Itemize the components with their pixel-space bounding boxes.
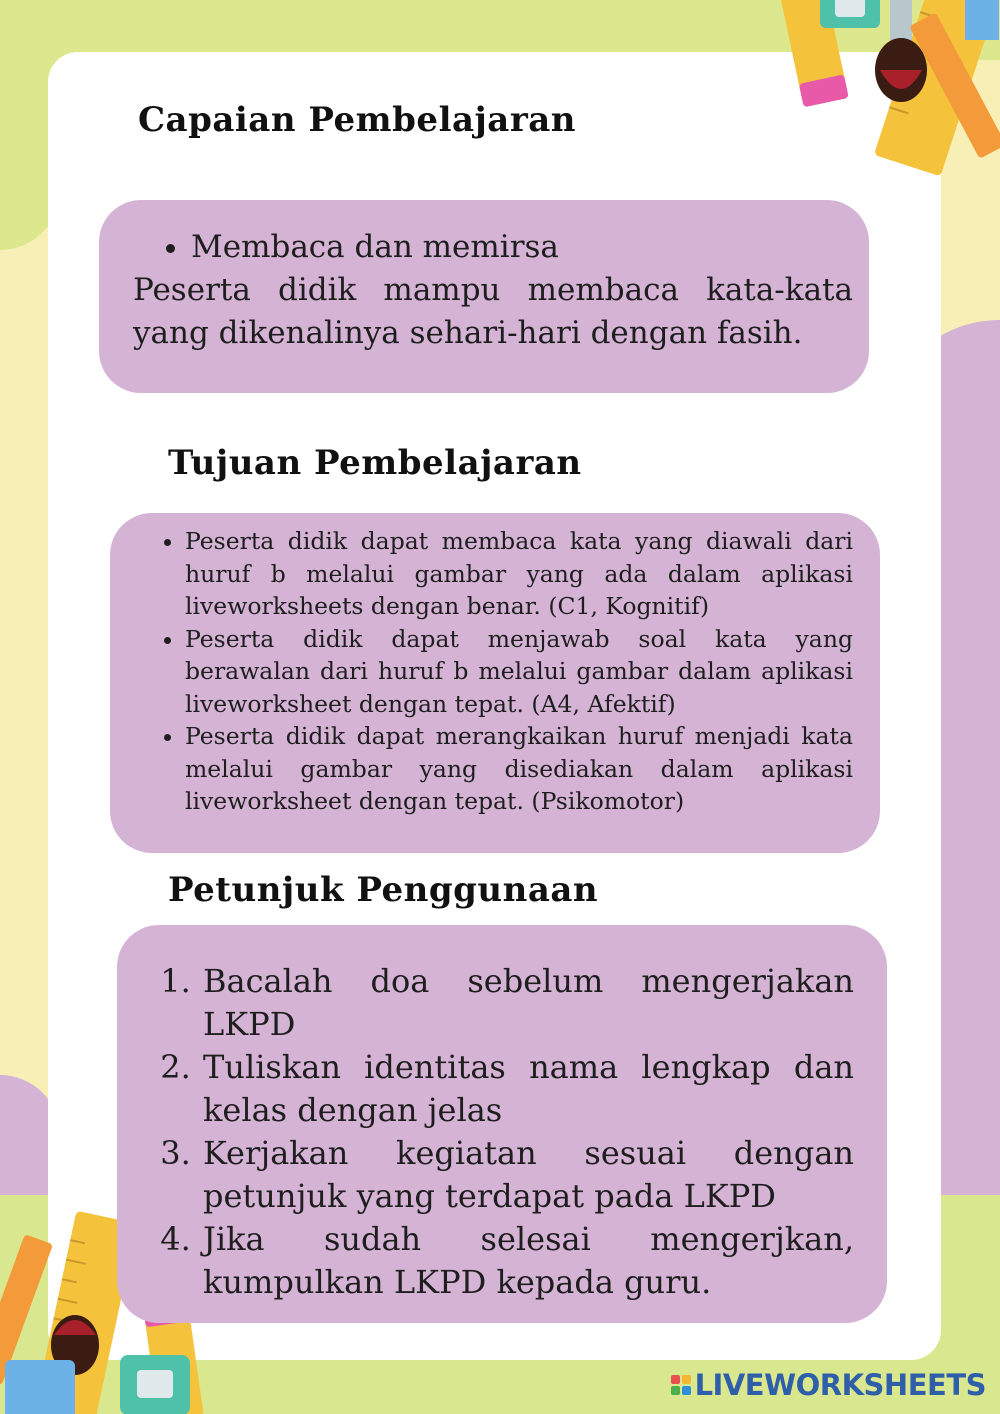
petunjuk-item: 2. Tuliskan identitas nama lengkap dan kelas dengan jelas	[201, 1046, 854, 1132]
capaian-bullet-list	[133, 226, 853, 269]
petunjuk-item: 3. Kerjakan kegiatan sesuai dengan petunjuk yang terdapat pada LKPD	[201, 1132, 854, 1218]
liveworksheets-logo-icon	[671, 1375, 691, 1395]
capaian-title: Capaian Pembelajaran	[138, 100, 577, 140]
capaian-bullet: • Membaca dan memirsa	[191, 226, 853, 269]
petunjuk-title: Petunjuk Penggunaan	[168, 870, 599, 910]
tujuan-item: • Peserta didik dapat membaca kata yang diawali dari huruf b melalui gambar yang ada dalam aplikasi liveworksheets dengan benar. (C1, Kognitif)	[185, 525, 853, 623]
petunjuk-panel	[117, 925, 887, 1323]
tujuan-panel	[110, 513, 880, 853]
petunjuk-item: 4. Jika sudah selesai mengerjkan, kumpulkan LKPD kepada guru.	[201, 1218, 854, 1304]
liveworksheets-brand	[671, 1368, 986, 1402]
stationery-top-right-icon	[780, 0, 1000, 200]
capaian-panel	[99, 200, 869, 393]
tujuan-item: • Peserta didik dapat menjawab soal kata yang berawalan dari huruf b melalui gambar dalam aplikasi liveworksheet dengan tepat. (A4, Afektif)	[185, 623, 853, 721]
petunjuk-list	[169, 960, 854, 1304]
tujuan-item: • Peserta didik dapat merangkaikan huruf menjadi kata melalui gambar yang disediakan dalam aplikasi liveworksheet dengan tepat. (Psikomotor)	[185, 720, 853, 818]
capaian-body: Peserta didik mampu membaca kata-kata yang dikenalinya sehari-hari dengan fasih.	[133, 272, 853, 351]
brand-text: LIVEWORKSHEETS	[694, 1368, 986, 1402]
tujuan-title: Tujuan Pembelajaran	[168, 443, 582, 483]
petunjuk-item: 1. Bacalah doa sebelum mengerjakan LKPD	[201, 960, 854, 1046]
tujuan-list	[185, 525, 853, 818]
